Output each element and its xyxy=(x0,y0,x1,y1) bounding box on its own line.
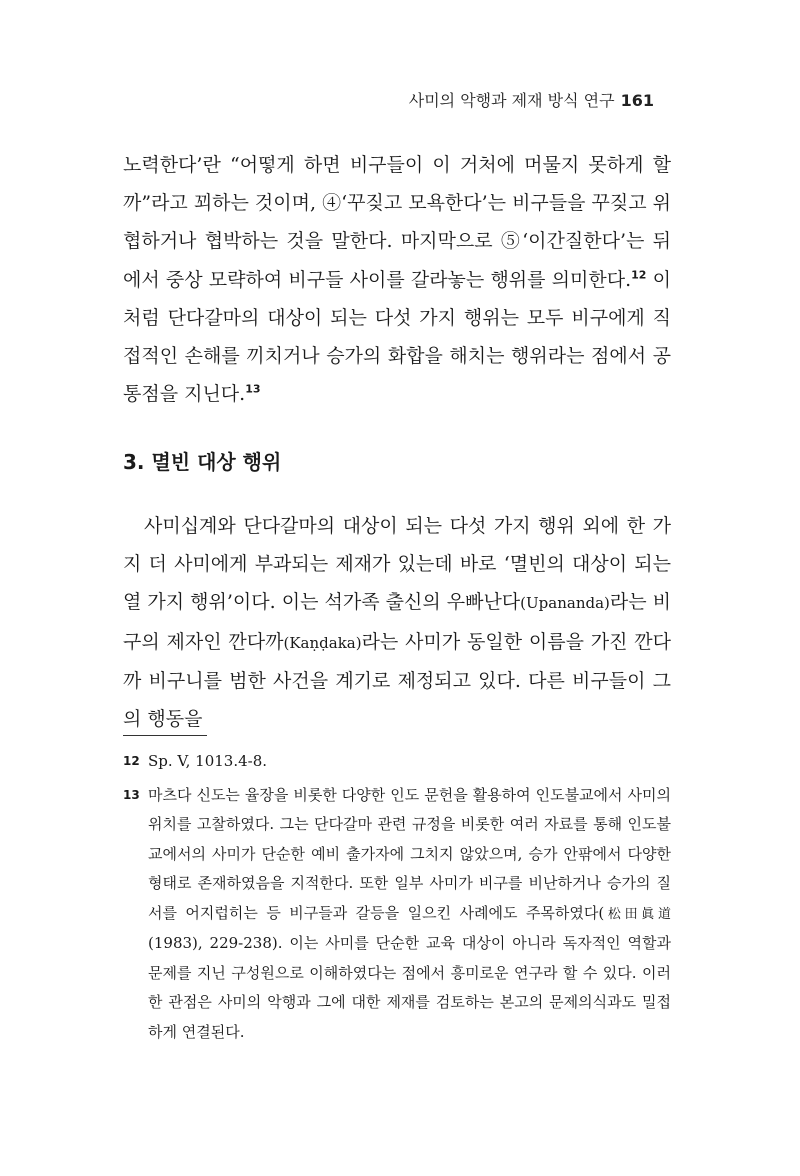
paragraph-1-text-a: 노력한다’란 “어떻게 하면 비구들이 이 거처에 머물지 못하게 할까”라고 꾀하는 것이며, ④‘꾸짖고 모욕한다’는 비구들을 꾸짖고 위협하거나 협박하는 것을 말한다. 마지막으로 ⑤‘이간질한다’는 뒤에서 중상 모략하여 비구들 사이를 갈라놓는 행위를 의미한다. xyxy=(123,154,671,291)
footnote-number: 12 xyxy=(123,754,140,768)
footnote-text: Sp. V, 1013.4-8. xyxy=(148,752,268,770)
term-kandaka: (Kaṇḍaka) xyxy=(283,633,362,652)
running-title: 사미의 악행과 제재 방식 연구 xyxy=(408,91,615,110)
running-header xyxy=(409,88,654,111)
footnote-12 xyxy=(123,747,671,777)
paragraph-1 xyxy=(123,146,671,413)
footnote-ref-12[interactable]: 12 xyxy=(631,268,647,282)
footnote-citation-author: 松田眞道 xyxy=(604,906,671,922)
paragraph-2-text-a: 사미십계와 단다갈마의 대상이 되는 다섯 가지 행위 외에 한 가지 더 사미에게 부과되는 제재가 있는데 바로 ‘멸빈의 대상이 되는 열 가지 행위’이다. 이는 석가족 출신의 우빠난다 xyxy=(123,515,671,614)
page-number: 161 xyxy=(620,91,654,110)
footnote-text-a: 마츠다 신도는 율장을 비롯한 다양한 인도 문헌을 활용하여 인도불교에서 사미의 위치를 고찰하였다. 그는 단다갈마 관련 규정을 비롯한 여러 자료를 통해 인도불교에서의 사미가 단순한 예비 출가자에 그치지 않았으며, 승가 안팎에서 다양한 형태로 존재하였음을 지적한다. 또한 일부 사미가 비구를 비난하거나 승가의 질서를 어지럽히는 등 비구들과 갈등을 일으킨 사례에도 주목하였다( xyxy=(148,785,671,922)
paragraph-2 xyxy=(123,507,671,738)
footnotes xyxy=(123,747,671,1047)
footnote-13 xyxy=(123,781,671,1048)
footnote-text-b: (1983), 229-238). 이는 사미를 단순한 교육 대상이 아니라 독자적인 역할과 문제를 지닌 구성원으로 이해하였다는 점에서 흥미로운 연구라 할 수 있다. 이러한 관점은 사미의 악행과 그에 대한 제재를 검토하는 본고의 문제의식과도 밀접하게 연결된다. xyxy=(148,934,671,1041)
footnote-divider xyxy=(123,735,207,736)
paragraph-2-text-c: 라는 사미가 동일한 이름을 가진 깐다까 비구니를 범한 사건을 계기로 제정되고 있다. 다른 비구들이 그의 행동을 xyxy=(123,630,671,731)
section-heading: 3. 멸빈 대상 행위 xyxy=(123,450,282,474)
paragraph-1-text-b: 이처럼 단다갈마의 대상이 되는 다섯 가지 행위는 모두 비구에게 직접적인 손해를 끼치거나 승가의 화합을 해치는 행위라는 점에서 공통점을 지닌다. xyxy=(123,268,671,406)
term-upananda: (Upananda) xyxy=(520,594,610,613)
footnote-number: 13 xyxy=(123,787,140,802)
footnote-ref-13[interactable]: 13 xyxy=(245,382,261,396)
paragraph-2-text-b: 라는 비구의 제자인 깐다까 xyxy=(123,591,671,653)
